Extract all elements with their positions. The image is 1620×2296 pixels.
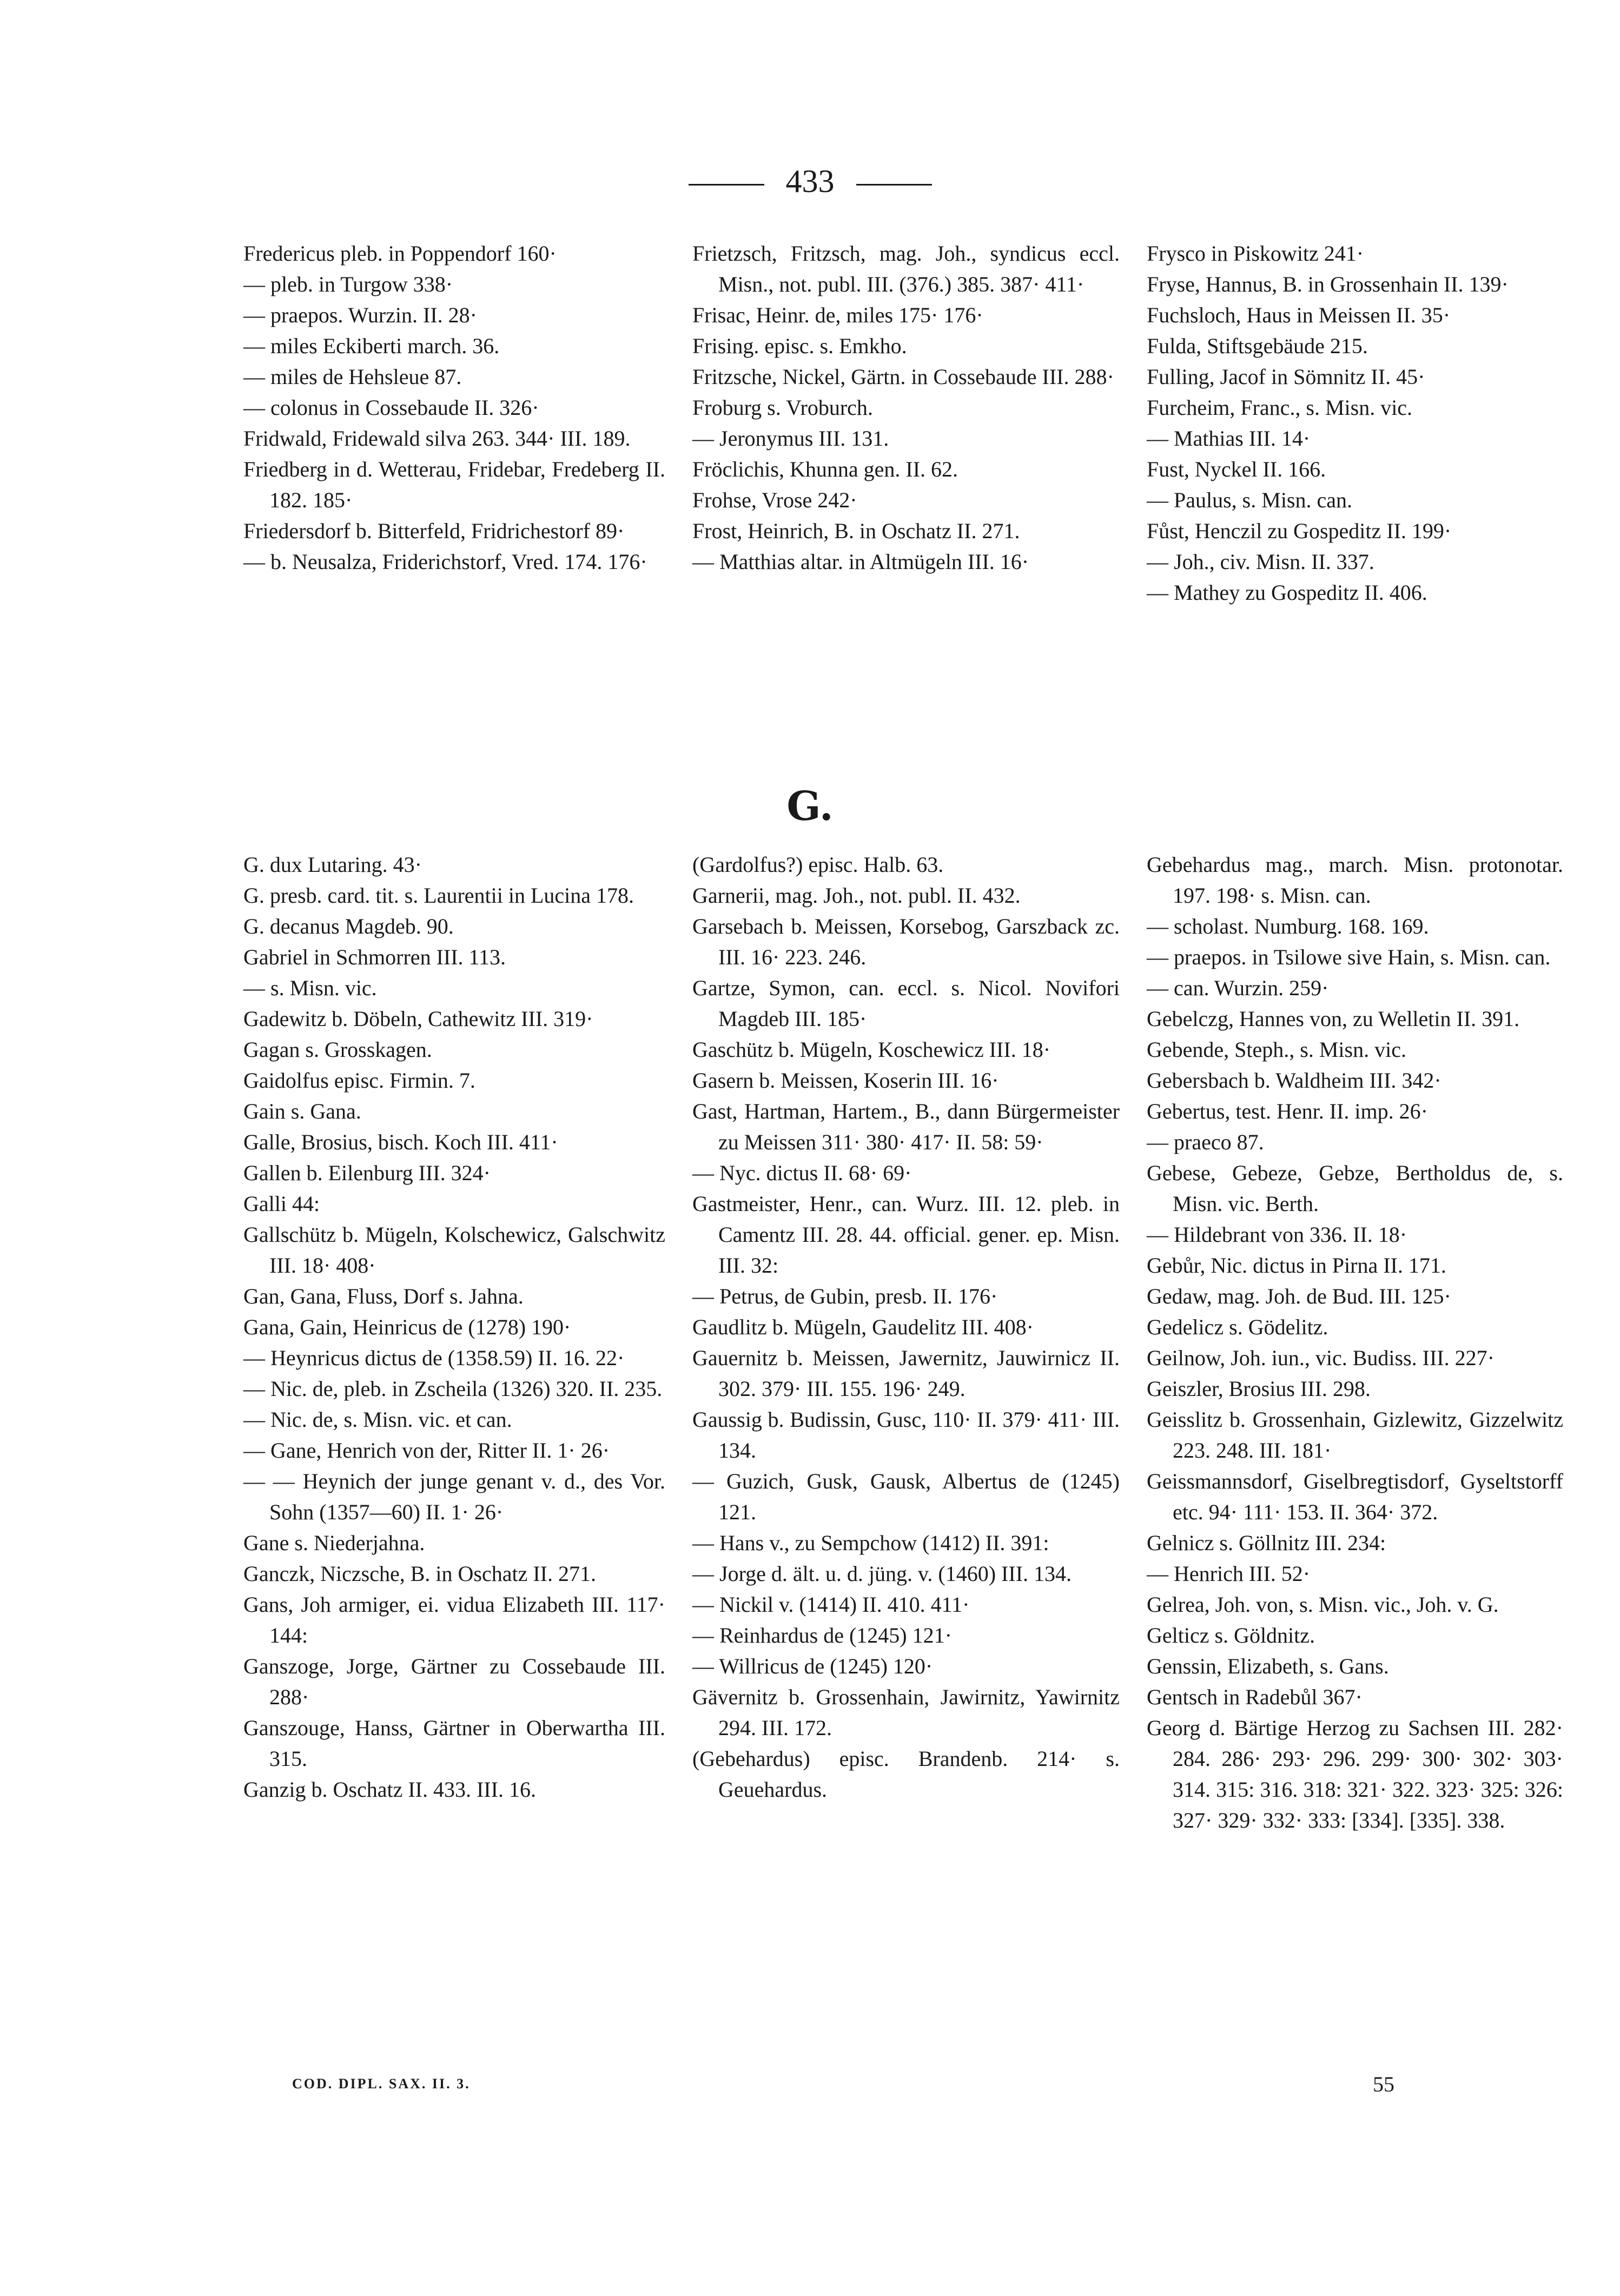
index-entry: Gallschütz b. Mügeln, Kolschewicz, Galschwitz III. 18· 408· — [243, 1222, 665, 1278]
index-entry: Gelrea, Joh. von, s. Misn. vic., Joh. v. G. — [1147, 1592, 1499, 1617]
index-entry: Gane s. Niederjahna. — [243, 1531, 425, 1555]
index-entry: Froburg s. Vroburch. — [692, 395, 873, 420]
index-entry: — Henrich III. 52· — [1147, 1561, 1311, 1586]
index-entry: Friedberg in d. Wetterau, Fridebar, Fredeberg II. 182. 185· — [243, 457, 665, 512]
index-entry: — Guzich, Gusk, Gausk, Albertus de (1245) 121. — [692, 1469, 1120, 1524]
index-entry: — Jeronymus III. 131. — [692, 426, 889, 451]
index-entry: — Gane, Henrich von der, Ritter II. 1· 26· — [243, 1438, 610, 1463]
index-entry: Gartze, Symon, can. eccl. s. Nicol. Novifori Magdeb III. 185· — [692, 976, 1120, 1031]
page-number-rule-left — [689, 184, 764, 186]
index-column — [692, 849, 1120, 1805]
index-entry: Galle, Brosius, bisch. Koch III. 411· — [243, 1130, 558, 1154]
index-column — [1147, 238, 1563, 608]
index-entry: Georg d. Bärtige Herzog zu Sachsen III. 282· 284. 286· 293· 296. 299· 300· 302· 303· 314. 315: 316. 318: 321· 322. 323· 325: 326: 327· 329· 332· 333: [334]. [335]. 338. — [1147, 1716, 1563, 1832]
index-entry: — Willricus de (1245) 120· — [692, 1654, 933, 1678]
index-entry: Gasern b. Meissen, Koserin III. 16· — [692, 1068, 999, 1093]
index-entry: Fust, Nyckel II. 166. — [1147, 457, 1326, 481]
index-entry: — Mathias III. 14· — [1147, 426, 1311, 451]
index-entry: Frietzsch, Fritzsch, mag. Joh., syndicus eccl. Misn., not. publ. III. (376.) 385. 387· 411· — [692, 241, 1120, 296]
index-entry: Gans, Joh armiger, ei. vidua Elizabeth III. 117· 144: — [243, 1592, 665, 1647]
index-entry: (Gebehardus) episc. Brandenb. 214· s. Geuehardus. — [692, 1746, 1120, 1802]
index-entry: Gebese, Gebeze, Gebze, Bertholdus de, s. Misn. vic. Berth. — [1147, 1161, 1563, 1216]
index-entry: — Nyc. dictus II. 68· 69· — [692, 1161, 912, 1185]
index-entry: Garsebach b. Meissen, Korsebog, Garszback zc. III. 16· 223. 246. — [692, 914, 1120, 969]
index-entry: — Mathey zu Gospeditz II. 406. — [1147, 580, 1427, 605]
index-entry: — can. Wurzin. 259· — [1147, 976, 1329, 1000]
index-entry: Gaschütz b. Mügeln, Koschewicz III. 18· — [692, 1037, 1051, 1062]
index-entry: — Hildebrant von 336. II. 18· — [1147, 1222, 1407, 1247]
index-entry: Ganczk, Niczsche, B. in Oschatz II. 271. — [243, 1561, 596, 1586]
index-entry: Frohse, Vrose 242· — [692, 488, 857, 512]
page-number-rule-right — [856, 184, 932, 186]
index-entry: — praepos. Wurzin. II. 28· — [243, 303, 477, 327]
index-entry: Gagan s. Grosskagen. — [243, 1037, 432, 1062]
index-entry: Gauernitz b. Meissen, Jawernitz, Jauwirnicz II. 302. 379· III. 155. 196· 249. — [692, 1346, 1120, 1401]
index-entry: Frysco in Piskowitz 241· — [1147, 241, 1364, 266]
index-entry: Frising. episc. s. Emkho. — [692, 334, 907, 358]
index-entry: Gana, Gain, Heinricus de (1278) 190· — [243, 1315, 571, 1339]
index-entry: Geisslitz b. Grossenhain, Gizlewitz, Gizzelwitz 223. 248. III. 181· — [1147, 1407, 1563, 1463]
index-entry: Fulling, Jacof in Sömnitz II. 45· — [1147, 365, 1425, 389]
index-column — [243, 849, 665, 1805]
index-entry: — b. Neusalza, Friderichstorf, Vred. 174. 176· — [243, 550, 647, 574]
index-entry: Gebersbach b. Waldheim III. 342· — [1147, 1068, 1442, 1093]
index-entry: — — Heynich der junge genant v. d., des Vor. Sohn (1357—60) II. 1· 26· — [243, 1469, 665, 1524]
index-entry: Gallen b. Eilenburg III. 324· — [243, 1161, 491, 1185]
index-entry: — pleb. in Turgow 338· — [243, 272, 453, 296]
index-entry: — Jorge d. ält. u. d. jüng. v. (1460) III. 134. — [692, 1561, 1072, 1586]
index-entry: — scholast. Numburg. 168. 169. — [1147, 914, 1429, 938]
index-entry: — Hans v., zu Sempchow (1412) II. 391: — [692, 1531, 1049, 1555]
page-number-value: 433 — [785, 163, 835, 199]
index-entry: Ganszouge, Hanss, Gärtner in Oberwartha III. 315. — [243, 1716, 665, 1771]
index-entry: Gebelczg, Hannes von, zu Welletin II. 391. — [1147, 1007, 1520, 1031]
index-entry: G. decanus Magdeb. 90. — [243, 914, 454, 938]
index-entry: — praepos. in Tsilowe sive Hain, s. Misn. can. — [1147, 945, 1551, 969]
index-entry: Fridwald, Fridewald silva 263. 344· III. 189. — [243, 426, 631, 451]
index-entry: Ganzig b. Oschatz II. 433. III. 16. — [243, 1777, 536, 1802]
index-entry: Gabriel in Schmorren III. 113. — [243, 945, 506, 969]
index-entry: Gain s. Gana. — [243, 1099, 361, 1123]
index-entry: Gebende, Steph., s. Misn. vic. — [1147, 1037, 1406, 1062]
index-entry: G. presb. card. tit. s. Laurentii in Lucina 178. — [243, 883, 634, 908]
index-entry: Geilnow, Joh. iun., vic. Budiss. III. 227· — [1147, 1346, 1495, 1370]
index-entry: Gaidolfus episc. Firmin. 7. — [243, 1068, 475, 1093]
index-entry: Geissmannsdorf, Giselbregtisdorf, Gyseltstorff etc. 94· 111· 153. II. 364· 372. — [1147, 1469, 1563, 1524]
index-entry: Friedersdorf b. Bitterfeld, Fridrichestorf 89· — [243, 519, 625, 543]
index-column — [1147, 849, 1563, 1836]
index-entry: Galli 44: — [243, 1192, 320, 1216]
index-entry: Frisac, Heinr. de, miles 175· 176· — [692, 303, 983, 327]
index-entry: Gadewitz b. Döbeln, Cathewitz III. 319· — [243, 1007, 593, 1031]
printer-signature: COD. DIPL. SAX. II. 3. — [292, 2076, 471, 2092]
index-entry: Gastmeister, Henr., can. Wurz. III. 12. pleb. in Camentz III. 28. 44. official. gener. ep. Misn. III. 32: — [692, 1192, 1120, 1278]
index-entry: (Gardolfus?) episc. Halb. 63. — [692, 852, 944, 877]
index-entry: Gävernitz b. Grossenhain, Jawirnitz, Yawirnitz 294. III. 172. — [692, 1685, 1120, 1740]
index-entry: Gaussig b. Budissin, Gusc, 110· II. 379· 411· III. 134. — [692, 1407, 1120, 1463]
index-entry: Gedaw, mag. Joh. de Bud. III. 125· — [1147, 1284, 1451, 1308]
index-column — [243, 238, 665, 577]
index-entry: Gelticz s. Göldnitz. — [1147, 1623, 1315, 1647]
index-entry: Frost, Heinrich, B. in Oschatz II. 271. — [692, 519, 1020, 543]
index-entry: Gelnicz s. Göllnitz III. 234: — [1147, 1531, 1386, 1555]
index-entry: — Reinhardus de (1245) 121· — [692, 1623, 952, 1647]
index-entry: Fritzsche, Nickel, Gärtn. in Cossebaude III. 288· — [692, 365, 1114, 389]
index-entry: Fryse, Hannus, B. in Grossenhain II. 139· — [1147, 272, 1509, 296]
index-entry: Fůst, Henczil zu Gospeditz II. 199· — [1147, 519, 1452, 543]
index-entry: Gentsch in Radebůl 367· — [1147, 1685, 1363, 1709]
index-entry: — miles de Hehsleue 87. — [243, 365, 462, 389]
index-entry: Garnerii, mag. Joh., not. publ. II. 432. — [692, 883, 1021, 908]
index-entry: Geiszler, Brosius III. 298. — [1147, 1377, 1371, 1401]
index-entry: — Nic. de, pleb. in Zscheila (1326) 320. II. 235. — [243, 1377, 663, 1401]
index-entry: Gebertus, test. Henr. II. imp. 26· — [1147, 1099, 1428, 1123]
index-entry: — Joh., civ. Misn. II. 337. — [1147, 550, 1374, 574]
index-entry: — miles Eckiberti march. 36. — [243, 334, 500, 358]
index-entry: — Paulus, s. Misn. can. — [1147, 488, 1352, 512]
index-entry: Genssin, Elizabeth, s. Gans. — [1147, 1654, 1389, 1678]
sheet-number: 55 — [1373, 2072, 1394, 2096]
section-heading: G. — [786, 783, 834, 830]
index-entry: Gebehardus mag., march. Misn. protonotar. 197. 198· s. Misn. can. — [1147, 852, 1563, 908]
index-entry: — colonus in Cossebaude II. 326· — [243, 395, 539, 420]
index-entry: Fröclichis, Khunna gen. II. 62. — [692, 457, 958, 481]
index-column — [692, 238, 1120, 577]
index-entry: Fredericus pleb. in Poppendorf 160· — [243, 241, 557, 266]
index-entry: — Heynricus dictus de (1358.59) II. 16. 22· — [243, 1346, 625, 1370]
index-entry: Gebůr, Nic. dictus in Pirna II. 171. — [1147, 1253, 1446, 1278]
index-entry: — Petrus, de Gubin, presb. II. 176· — [692, 1284, 998, 1308]
index-entry: — s. Misn. vic. — [243, 976, 377, 1000]
index-entry: Gaudlitz b. Mügeln, Gaudelitz III. 408· — [692, 1315, 1034, 1339]
index-entry: Gast, Hartman, Hartem., B., dann Bürgermeister zu Meissen 311· 380· 417· II. 58: 59· — [692, 1099, 1120, 1154]
index-entry: — praeco 87. — [1147, 1130, 1264, 1154]
index-entry: — Nickil v. (1414) II. 410. 411· — [692, 1592, 970, 1617]
index-entry: — Nic. de, s. Misn. vic. et can. — [243, 1407, 512, 1432]
index-entry: Fulda, Stiftsgebäude 215. — [1147, 334, 1368, 358]
page-number — [0, 162, 1620, 200]
index-entry: — Matthias altar. in Altmügeln III. 16· — [692, 550, 1029, 574]
index-entry: Gan, Gana, Fluss, Dorf s. Jahna. — [243, 1284, 524, 1308]
index-entry: Furcheim, Franc., s. Misn. vic. — [1147, 395, 1413, 420]
index-entry: G. dux Lutaring. 43· — [243, 852, 422, 877]
index-entry: Ganszoge, Jorge, Gärtner zu Cossebaude III. 288· — [243, 1654, 665, 1709]
index-entry: Fuchsloch, Haus in Meissen II. 35· — [1147, 303, 1451, 327]
index-entry: Gedelicz s. Gödelitz. — [1147, 1315, 1328, 1339]
